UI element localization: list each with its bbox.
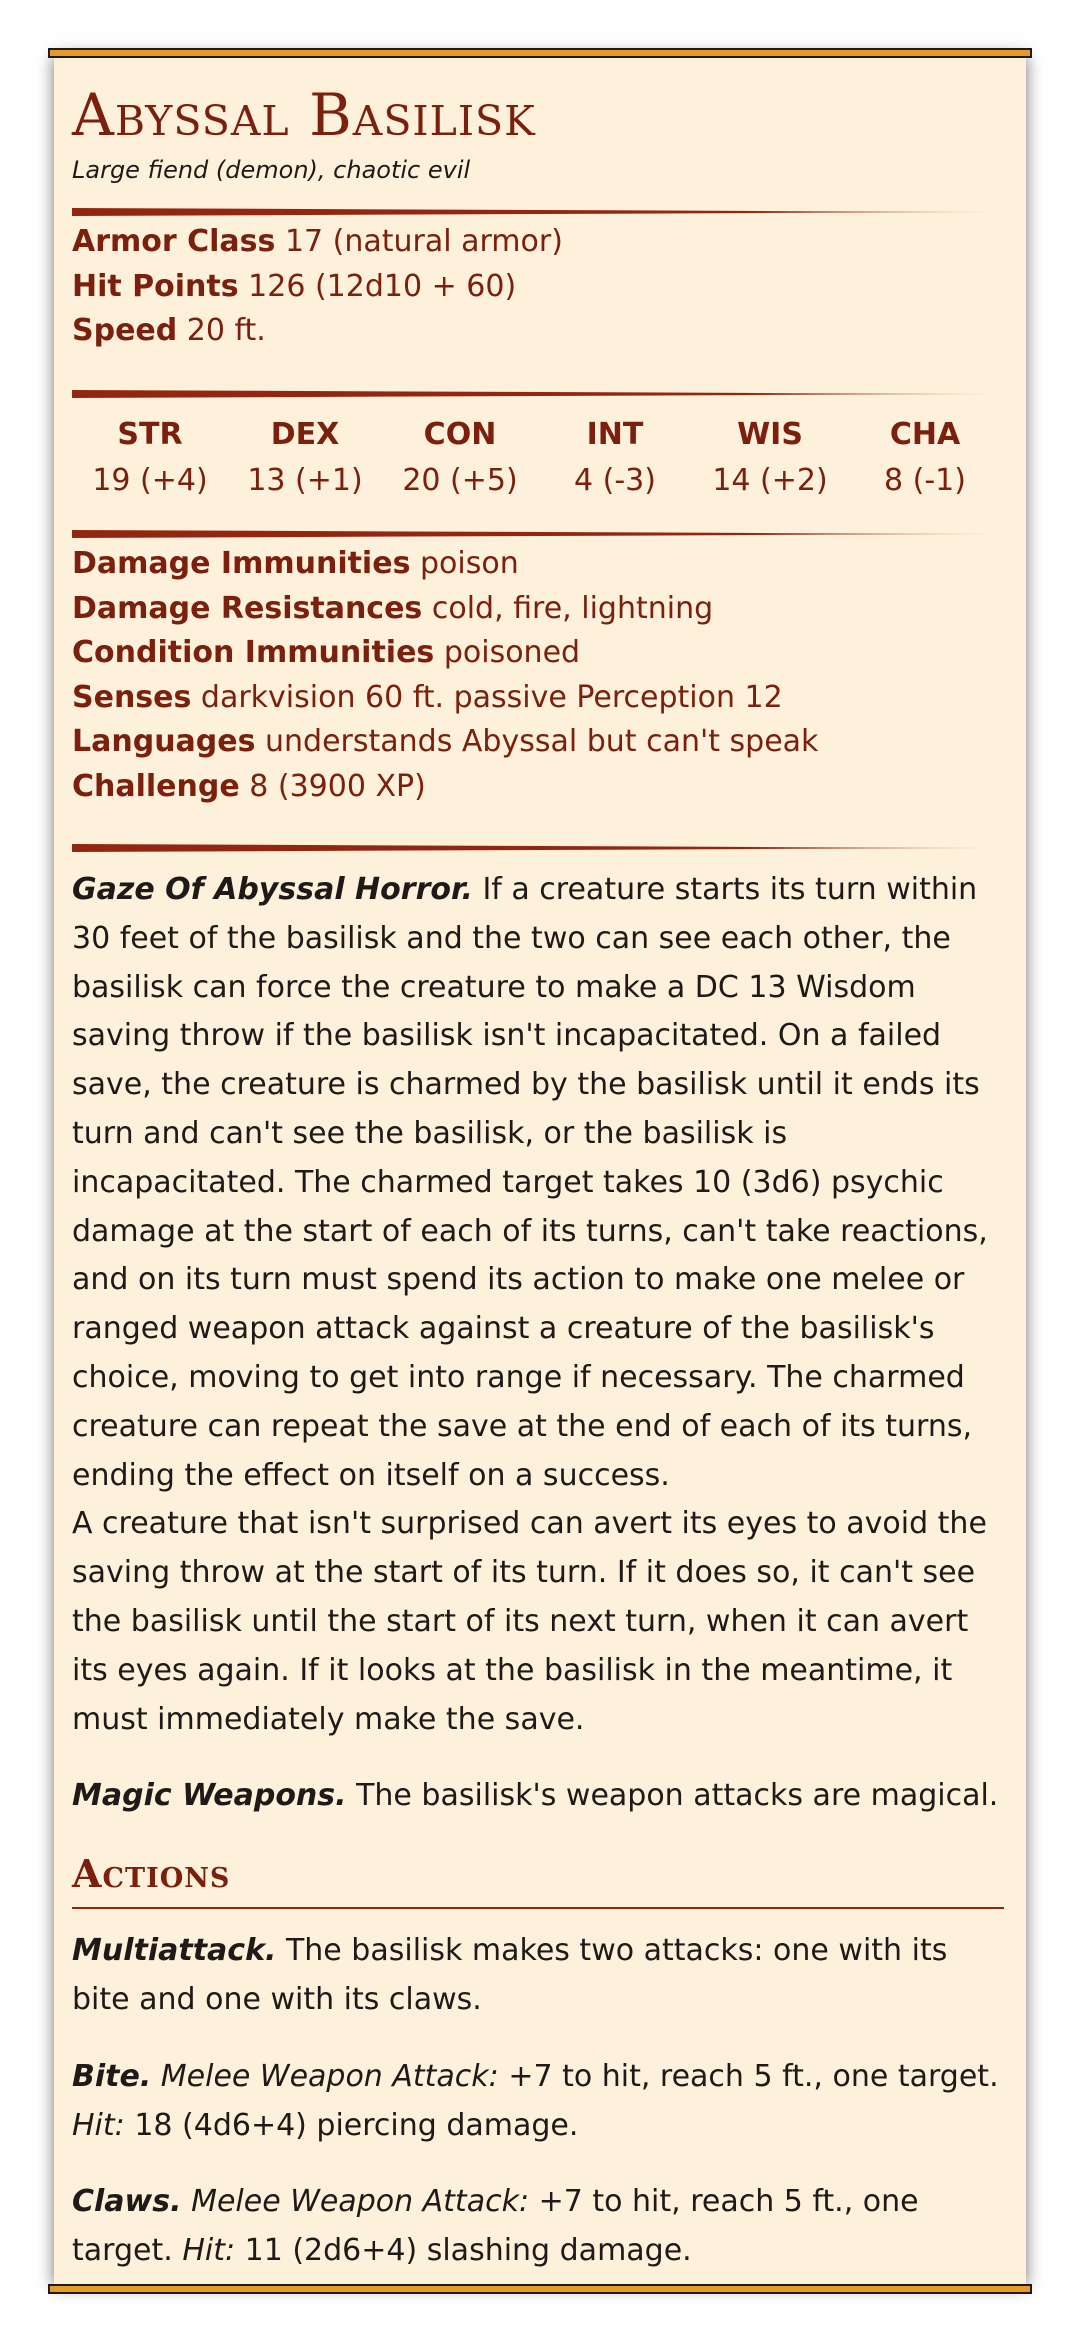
senses-row [72, 676, 1002, 721]
trait-name: Magic Weapons. [72, 1778, 347, 1814]
damage-resistances-row [72, 587, 1002, 632]
armor-class-row [72, 220, 1002, 265]
hit-label: Hit: [182, 2233, 236, 2269]
property-value: poisoned [443, 635, 581, 670]
attack-text: +7 to hit, reach 5 ft., one target. [508, 2058, 999, 2094]
hit-points-row [72, 265, 1002, 310]
defense-section [72, 220, 1002, 354]
action-claws [72, 2178, 1004, 2276]
ability-abbr: WIS [737, 417, 803, 452]
ability-str [75, 414, 225, 506]
action-multiattack [72, 1927, 1004, 2025]
property-label: Damage Immunities [72, 546, 411, 581]
armor-class-label: Armor Class [72, 224, 276, 259]
languages-row [72, 720, 1002, 765]
condition-immunities-row [72, 631, 1002, 676]
attack-type: Melee Weapon Attack: [191, 2184, 530, 2220]
ability-abbr: CON [423, 417, 497, 452]
monster-name: Abyssal Basilisk [72, 81, 536, 149]
trait-text: The basilisk's weapon attacks are magical. [356, 1778, 999, 1814]
speed-row [72, 309, 1002, 354]
actions-heading: Actions [72, 1855, 1004, 1909]
hit-points-value: 126 (12d10 + 60) [248, 268, 517, 304]
hit-label: Hit: [72, 2107, 125, 2143]
action-text: The basilisk makes two attacks: one with its bite and one with its claws. [72, 1933, 948, 2017]
trait-magic-weapons [72, 1772, 1004, 1821]
ability-cha [850, 414, 1000, 506]
property-value: 8 (3900 XP) [249, 768, 426, 804]
property-value: darkvision 60 ft. passive Perception 12 [200, 679, 783, 715]
property-value: poison [419, 546, 519, 581]
hit-points-label: Hit Points [72, 268, 239, 304]
ability-value: 14 (+2) [712, 463, 828, 498]
trait-text: If a creature starts its turn within 30 feet of the basilisk and the two can see each other, the basilisk can force the creature to make a DC 13 Wisdom saving throw if the basilisk isn't incapacitated. On a failed save, the creature is charmed by the basilisk until it ends its turn and can't see the basilisk, or the basilisk is incapacitated. The charmed target takes 10 (3d6) psychic damage at the start of each of its turns, can't take reactions, and on its turn must spend its action to make one melee or ranged weapon attack against a creature of the basilisk's choice, moving to get into range if necessary. The charmed creature can repeat the save at the end of each of its turns, ending the effect on itself on a success. [72, 872, 988, 1493]
ability-abbr: DEX [270, 417, 340, 452]
action-bite [72, 2053, 1004, 2151]
ability-wis [695, 414, 845, 506]
speed-label: Speed [72, 313, 178, 348]
stat-block-bottom-bar [48, 2284, 1032, 2294]
hit-text: 18 (4d6+4) piercing damage. [134, 2107, 579, 2143]
armor-class-value: 17 (natural armor) [284, 224, 563, 259]
ability-value: 13 (+1) [247, 463, 363, 498]
ability-int [540, 414, 690, 506]
trait-gaze [72, 866, 1004, 1500]
action-name: Claws. [72, 2184, 182, 2220]
ability-abbr: STR [117, 417, 183, 452]
challenge-row [72, 765, 1002, 810]
attack-type: Melee Weapon Attack: [160, 2058, 499, 2094]
ability-value: 20 (+5) [402, 463, 518, 498]
ability-abbr: INT [586, 417, 644, 452]
damage-immunities-row [72, 542, 1002, 587]
ability-value: 4 (-3) [574, 463, 656, 498]
actions-list [72, 1927, 1004, 2276]
property-label: Languages [72, 724, 256, 759]
speed-value: 20 ft. [186, 313, 266, 348]
properties-section [72, 542, 1002, 809]
property-label: Senses [72, 679, 192, 715]
ability-con [385, 414, 535, 506]
monster-subtype: Large fiend (demon), chaotic evil [72, 156, 471, 184]
property-value: understands Abyssal but can't speak [265, 724, 819, 759]
property-label: Challenge [72, 768, 240, 804]
ability-value: 19 (+4) [92, 463, 208, 498]
property-value: cold, fire, lightning [431, 590, 714, 626]
ability-abbr: CHA [889, 417, 961, 452]
property-label: Damage Resistances [72, 590, 423, 626]
trait-gaze-continued: A creature that isn't surprised can avert its eyes to avoid the saving throw at the start of its turn. If it does so, it can't see the basilisk until the start of its next turn, when it can avert its eyes again. If it looks at the basilisk in the meantime, it must immediately make the save. [72, 1506, 987, 1737]
traits-and-actions [72, 866, 1004, 2276]
trait-name: Gaze Of Abyssal Horror. [72, 872, 473, 907]
action-name: Bite. [72, 2058, 152, 2094]
ability-scores [72, 414, 1002, 524]
attack-text: +7 to hit, reach 5 ft., one target. [72, 2184, 919, 2269]
stat-block-top-bar [48, 48, 1032, 58]
ability-value: 8 (-1) [884, 463, 966, 498]
hit-text: 11 (2d6+4) slashing damage. [244, 2233, 692, 2269]
property-label: Condition Immunities [72, 635, 435, 670]
ability-dex [230, 414, 380, 506]
action-name: Multiattack. [72, 1933, 277, 1969]
